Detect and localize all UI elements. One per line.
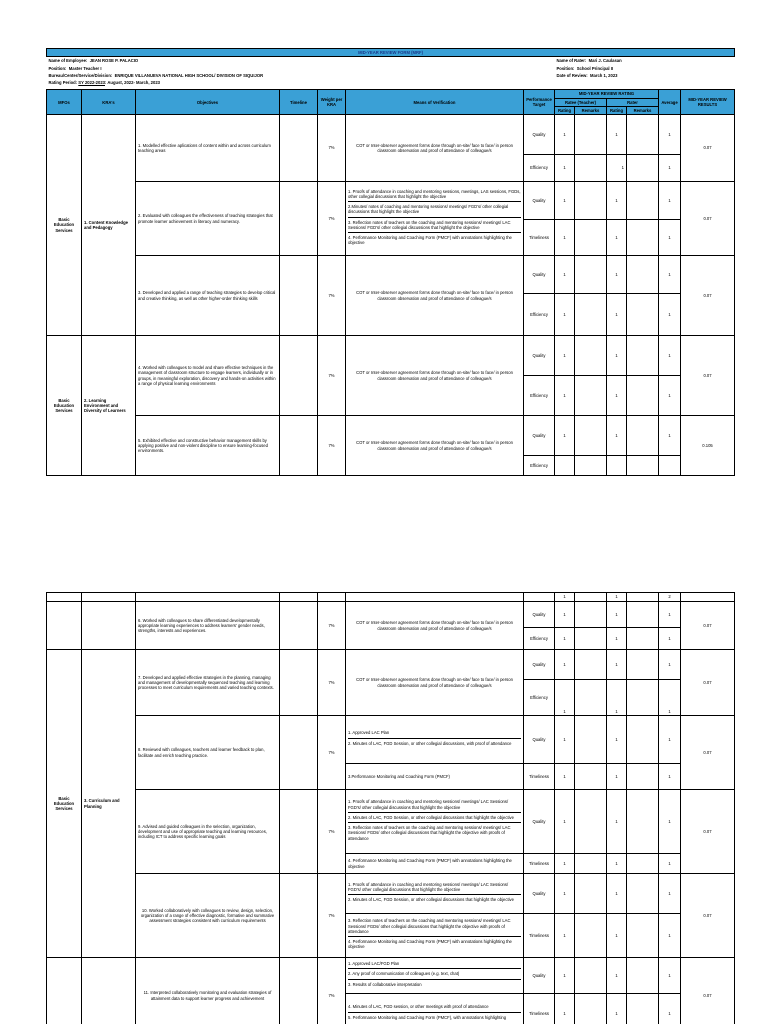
mov-cell: 4. Performance Monitoring and Coaching Form (PMCF) with annotations highlighting the objective xyxy=(346,854,524,874)
mfo-cell xyxy=(47,958,82,1024)
rater-rating: 1 xyxy=(607,155,627,182)
ratee-remarks xyxy=(575,256,607,294)
rater-remarks xyxy=(627,764,659,790)
ratee-remarks xyxy=(575,764,607,790)
average-cell: 1 xyxy=(659,602,681,628)
average-cell: 1 xyxy=(659,914,681,958)
rater-remarks xyxy=(627,628,659,650)
criteria-cell: Quality xyxy=(524,602,555,628)
header-rating: Rating xyxy=(555,106,575,114)
rater-rating: 1 xyxy=(607,914,627,958)
ratee-rating: 1 xyxy=(555,914,575,958)
timeline-cell xyxy=(280,256,318,336)
criteria-cell: Quality xyxy=(524,115,555,155)
mov-cell: 1. Proofs of attendance in coaching and mentoring sessions/ meetings/ LAC Sessions/ FGD's/ other collegial discussions that highlight the objective 2. Minutes of LAC, FGD Session, or other collegial discussions that highlight the objective 3. Reflection notes of teachers on the coaching and mentoring sessions/ meetings/ LAC Sessions/ FGDs/ other collegial discussions that highlight the objective with proofs of attendance xyxy=(346,790,524,854)
weight-cell: 7% xyxy=(318,650,346,716)
ratee-remarks xyxy=(575,416,607,456)
criteria-cell: Quality xyxy=(524,182,555,220)
ratee-remarks xyxy=(575,182,607,220)
employee-name: Name of Employee: JEAN ROSE P. PALACIO xyxy=(48,58,139,64)
ratee-rating: 1 xyxy=(555,994,575,1024)
average-cell: 1 xyxy=(659,628,681,650)
ratee-rating: 1 xyxy=(555,294,575,336)
timeline-cell xyxy=(280,336,318,416)
weight-cell: 7% xyxy=(318,182,346,256)
timeline-cell xyxy=(280,182,318,256)
rater-rating: 1 xyxy=(607,376,627,416)
mov-cell: 1. Proofs of attendance in coaching and mentoring sessions/ meetings/ LAC Sessions/ FGD's/ other collegial discussions that highlight the objective 2. Minutes of LAC, FGD Session, or other collegial discussions that highlight the objective xyxy=(346,874,524,914)
timeline-cell xyxy=(280,650,318,716)
rater-rating: 1 xyxy=(607,628,627,650)
mfo-cell xyxy=(47,602,82,650)
header-timeline: Timeline xyxy=(280,90,318,115)
rater-remarks xyxy=(627,680,659,716)
header-rating: Rating xyxy=(607,106,627,114)
employee-bureau: Bureau/Center/Service/Division: ENRIQUE VILLANUEVA NATIONAL HIGH SCHOOL/ DIVISION OF SIQUIJOR xyxy=(48,72,264,78)
result-cell: 0.07 xyxy=(681,182,735,256)
rater-remarks xyxy=(627,220,659,256)
ratee-remarks xyxy=(575,115,607,155)
rater-remarks xyxy=(627,854,659,874)
objective-cell: 8. Reviewed with colleagues, teachers and learner feedback to plan, facilitate and enrich teaching practice. xyxy=(136,716,280,790)
result-cell: 0.07 xyxy=(681,650,735,716)
average-cell: 1 xyxy=(659,790,681,854)
rater-rating: 1 xyxy=(607,874,627,914)
ratee-remarks xyxy=(575,376,607,416)
ratee-remarks xyxy=(575,602,607,628)
average-cell: 1 xyxy=(659,650,681,680)
rater-rating: 1 xyxy=(607,680,627,716)
rater-name: Name of Rater: Mari J. Caulasan xyxy=(556,58,622,64)
rater-rating: 1 xyxy=(607,650,627,680)
average-cell: 1 xyxy=(659,416,681,456)
ratee-remarks xyxy=(575,994,607,1024)
average-cell: 2 xyxy=(659,593,681,602)
ratee-rating: 1 xyxy=(555,416,575,456)
ratee-rating: 1 xyxy=(555,716,575,764)
rater-rating: 1 xyxy=(607,602,627,628)
ratee-rating xyxy=(555,456,575,476)
ratee-remarks xyxy=(575,650,607,680)
ratee-remarks xyxy=(575,854,607,874)
timeline-cell xyxy=(280,790,318,874)
ratee-rating: 1 xyxy=(555,628,575,650)
criteria-cell: Timeliness xyxy=(524,914,555,958)
criteria-cell xyxy=(524,593,555,602)
timeline-cell xyxy=(280,602,318,650)
ratee-remarks xyxy=(575,220,607,256)
kra-cell: 1. Content Knowledge and Pedagogy xyxy=(82,115,136,336)
criteria-cell: Efficiency xyxy=(524,456,555,476)
ratee-rating: 1 xyxy=(555,155,575,182)
rating-period: Rating Period: SY 2022-2023: August, 2022- March, 2023 xyxy=(48,80,160,85)
objective-cell: 2. Evaluated with colleagues the effectiveness of teaching strategies that promote learner achievement in literacy and numeracy. xyxy=(136,182,280,256)
ratee-remarks xyxy=(575,593,607,602)
rater-remarks xyxy=(627,416,659,456)
ratee-rating: 1 xyxy=(555,874,575,914)
mov-cell: 1. Approved LAC Plan 2. Minutes of LAC, FGD Session, or other collegial discussions, with proof of attendance xyxy=(346,716,524,764)
criteria-cell: Quality xyxy=(524,958,555,994)
ratee-remarks xyxy=(575,294,607,336)
average-cell: 1 xyxy=(659,182,681,220)
mov-cell: COT or Inter-observer agreement forms done through on-site/ face to face/ in person classroom observation and proof of attendance of colleague/s xyxy=(346,602,524,650)
ratee-rating: 1 xyxy=(555,220,575,256)
average-cell: 1 xyxy=(659,994,681,1024)
mfo-cell xyxy=(47,593,82,602)
weight-cell: 7% xyxy=(318,602,346,650)
result-cell: 0.07 xyxy=(681,874,735,958)
header-remarks: Remarks xyxy=(627,106,659,114)
average-cell: 1 xyxy=(659,854,681,874)
rater-rating: 1 xyxy=(607,336,627,376)
weight-cell: 7% xyxy=(318,256,346,336)
timeline-cell xyxy=(280,958,318,1024)
weight-cell: 7% xyxy=(318,958,346,1024)
ratee-rating: 1 xyxy=(555,376,575,416)
ratee-remarks xyxy=(575,914,607,958)
ratee-remarks xyxy=(575,336,607,376)
objective-cell: 4. Worked with colleagues to model and share effective techniques in the management of classroom structure to engage learners, individually or in groups, in meaningful exploration, discovery and hands-on activities within a range of physical learning environments xyxy=(136,336,280,416)
rater-rating: 1 xyxy=(607,958,627,994)
ratee-remarks xyxy=(575,958,607,994)
ratee-rating: 1 xyxy=(555,854,575,874)
timeline-cell xyxy=(280,593,318,602)
rater-remarks xyxy=(627,294,659,336)
header-mfos: MFOs xyxy=(47,90,82,115)
objective-cell: 7. Developed and applied effective strategies in the planning, managing and management of developmentally sequenced teaching and learning processes to meet curriculum requirements and varied teaching contexts. xyxy=(136,650,280,716)
rater-remarks xyxy=(627,874,659,914)
mrf-table-page-2 xyxy=(46,592,735,1024)
criteria-cell: Quality xyxy=(524,650,555,680)
mov-cell: COT or Inter-observer agreement forms done through on-site/ face to face/ in person classroom observation and proof of attendance of colleague/s xyxy=(346,336,524,416)
rater-remarks xyxy=(627,650,659,680)
rater-remarks xyxy=(627,790,659,854)
average-cell: 1 xyxy=(659,256,681,294)
rater-remarks xyxy=(627,914,659,958)
objective-cell xyxy=(136,593,280,602)
mov-cell: COT or Inter-observer agreement forms done through on-site/ face to face/ in person classroom observation and proof of attendance of colleague/s xyxy=(346,115,524,182)
ratee-rating: 1 xyxy=(555,336,575,376)
rater-remarks xyxy=(627,115,659,155)
rater-remarks xyxy=(627,336,659,376)
rater-rating: 1 xyxy=(607,854,627,874)
mfo-cell: Basic Education Services xyxy=(47,115,82,336)
average-cell: 1 xyxy=(659,680,681,716)
average-cell: 1 xyxy=(659,294,681,336)
criteria-cell: Efficiency xyxy=(524,294,555,336)
objective-cell: 11. Interpreted collaboratively monitoring and evaluation strategies of attainment data to support learner progress and achievement xyxy=(136,958,280,1024)
page-1 xyxy=(0,0,768,500)
criteria-cell: Efficiency xyxy=(524,376,555,416)
rater-rating: 1 xyxy=(607,294,627,336)
header-target: Performance Target xyxy=(524,90,555,115)
mov-cell xyxy=(346,593,524,602)
weight-cell: 7% xyxy=(318,336,346,416)
kra-cell xyxy=(82,602,136,650)
objective-cell: 3. Developed and applied a range of teaching strategies to develop critical and creative thinking, as well as other higher-order thinking skills xyxy=(136,256,280,336)
objective-cell: 1. Modelled effective aplications of content within and across curriculum teaching areas xyxy=(136,115,280,182)
rater-remarks xyxy=(627,994,659,1024)
ratee-rating: 1 xyxy=(555,115,575,155)
result-cell: 0.07 xyxy=(681,790,735,874)
rater-rating: 1 xyxy=(607,115,627,155)
mov-cell: 1. Proofs of attendance in coaching and mentoring sessions, meetings, LAS sessions, FGDs, other collegial discussions that highlight the objective 2.Minutes/ notes of coaching and mentoring sessions/ meetings/ FGD's/ other collegial discussions that highlight the objective 3. Reflection notes of teachers on the coaching and mentoring sessions/ meetings/ LAC Sessions/ FGD's/ other collegial discussions that highlight the objective 4. Performance Monitoring and Coaching Form (PMCF) with annotations highlighting the objective xyxy=(346,182,524,256)
rater-rating xyxy=(607,456,627,476)
timeline-cell xyxy=(280,716,318,790)
result-cell: 0.07 xyxy=(681,336,735,416)
ratee-rating: 1 xyxy=(555,650,575,680)
ratee-rating: 1 xyxy=(555,764,575,790)
criteria-cell: Timeliness xyxy=(524,220,555,256)
rater-rating: 1 xyxy=(607,994,627,1024)
mrf-table-page-1 xyxy=(46,48,735,476)
rater-remarks xyxy=(627,376,659,416)
rater-rating: 1 xyxy=(607,764,627,790)
ratee-remarks xyxy=(575,790,607,854)
weight-cell: 7% xyxy=(318,790,346,874)
average-cell: 1 xyxy=(659,155,681,182)
mov-cell: 3. Reflection notes of teachers on the coaching and mentoring sessions/ meetings/ LAC Sessions/ FGDs/ other collegial discussions that highlight the objective with proofs of attendance 4. Performance Monitoring and Coaching Form (PMCF) with annotations highlighting the objective xyxy=(346,914,524,958)
ratee-rating: 1 xyxy=(555,256,575,294)
objective-cell: 6. Worked with colleagues to share differentiated developmentally appropriate learning experiences to address learners' gender needs, strengths, interests and experiences. xyxy=(136,602,280,650)
average-cell: 1 xyxy=(659,376,681,416)
ratee-rating: 1 xyxy=(555,182,575,220)
criteria-cell: Timeliness xyxy=(524,854,555,874)
average-cell xyxy=(659,456,681,476)
result-cell: 0.07 xyxy=(681,256,735,336)
ratee-remarks xyxy=(575,456,607,476)
average-cell: 1 xyxy=(659,958,681,994)
rater-remarks xyxy=(627,256,659,294)
criteria-cell: Efficiency xyxy=(524,628,555,650)
header-average: Average xyxy=(659,90,681,115)
header-kras: KRA's xyxy=(82,90,136,115)
kra-cell xyxy=(82,593,136,602)
criteria-cell: Quality xyxy=(524,256,555,294)
mfo-cell: Basic Education Services xyxy=(47,650,82,958)
ratee-remarks xyxy=(575,155,607,182)
weight-cell: 7% xyxy=(318,115,346,182)
weight-cell: 7% xyxy=(318,874,346,958)
header-objectives: Objectives xyxy=(136,90,280,115)
kra-cell: 3. Curriculum and Planning xyxy=(82,650,136,958)
timeline-cell xyxy=(280,874,318,958)
rater-rating: 1 xyxy=(607,416,627,456)
mov-cell: COT or Inter-observer agreement forms done through on-site/ face to face/ in person classroom observation and proof of attendance of colleague/s xyxy=(346,416,524,476)
mov-cell: 3.Performance Monitoring and Coaching Form (PMCF) xyxy=(346,764,524,790)
weight-cell xyxy=(318,593,346,602)
weight-cell: 7% xyxy=(318,416,346,476)
ratee-remarks xyxy=(575,716,607,764)
rater-rating: 1 xyxy=(607,593,627,602)
mfo-cell: Basic Education Services xyxy=(47,336,82,476)
timeline-cell xyxy=(280,115,318,182)
result-cell: 0.07 xyxy=(681,115,735,182)
mov-cell: COT or Inter-observer agreement forms done through on-site/ face to face/ in person classroom observation and proof of attendance of colleague/s xyxy=(346,256,524,336)
criteria-cell: Quality xyxy=(524,336,555,376)
rater-remarks xyxy=(627,593,659,602)
review-date: Date of Review: March 1, 2023 xyxy=(556,72,618,78)
rater-remarks xyxy=(627,182,659,220)
rater-remarks xyxy=(627,456,659,476)
header-ratee: Ratee (Teacher) xyxy=(555,98,607,106)
rater-position: Position: School Principal II xyxy=(556,65,614,71)
timeline-cell xyxy=(280,416,318,476)
ratee-rating: 1 xyxy=(555,790,575,854)
rater-remarks xyxy=(627,958,659,994)
rater-remarks xyxy=(627,155,659,182)
ratee-rating: 1 xyxy=(555,958,575,994)
average-cell: 1 xyxy=(659,716,681,764)
criteria-cell: Timeliness xyxy=(524,994,555,1024)
ratee-rating: 1 xyxy=(555,593,575,602)
page-2 xyxy=(0,590,768,1024)
criteria-cell: Quality xyxy=(524,874,555,914)
mov-cell: COT or Inter-observer agreement forms done through on-site/ face to face/ in person classroom observation and proof of attendance of colleague/s xyxy=(346,650,524,716)
criteria-cell: Quality xyxy=(524,716,555,764)
criteria-cell: Quality xyxy=(524,790,555,854)
header-weight: Weight per KRA xyxy=(318,90,346,115)
result-cell: 0.07 xyxy=(681,716,735,790)
mov-cell: 1. Approved LAC/FGD Plan 2. Any proof of communication of colleagues (e.g. text, chat) 3. Results of collaborative interpretation xyxy=(346,958,524,994)
rater-rating: 1 xyxy=(607,256,627,294)
criteria-cell: Timeliness xyxy=(524,764,555,790)
criteria-cell: Efficiency xyxy=(524,680,555,716)
ratee-rating: 1 xyxy=(555,602,575,628)
rater-rating: 1 xyxy=(607,716,627,764)
average-cell: 1 xyxy=(659,220,681,256)
kra-cell: 2. Learning Environment and Diversity of Learners xyxy=(82,336,136,476)
result-cell xyxy=(681,593,735,602)
rater-rating: 1 xyxy=(607,182,627,220)
mov-cell: 4. Minutes of LAC, FGD session, or other meetings with proof of attendance 5. Performance Monitoring and Coaching Form (PMCF), with annotations highlighting xyxy=(346,994,524,1024)
header-mov: Means of Verification xyxy=(346,90,524,115)
rater-rating: 1 xyxy=(607,790,627,854)
ratee-rating: 1 xyxy=(555,680,575,716)
objective-cell: 10. Worked collaboratively with colleagues to review, design, selection, organization of a range of effective diagnostic, formative and summative assessment strategies consistent with curriculum requirements xyxy=(136,874,280,958)
header-remarks: Remarks xyxy=(575,106,607,114)
header-mid-year: MID-YEAR REVIEW RATING xyxy=(555,90,659,98)
rater-remarks xyxy=(627,716,659,764)
ratee-remarks xyxy=(575,628,607,650)
average-cell: 1 xyxy=(659,764,681,790)
criteria-cell: Quality xyxy=(524,416,555,456)
form-title: MID-YEAR REVIEW FORM (MRF) xyxy=(47,49,735,57)
result-cell: 0.105 xyxy=(681,416,735,476)
average-cell: 1 xyxy=(659,336,681,376)
average-cell: 1 xyxy=(659,115,681,155)
average-cell: 1 xyxy=(659,874,681,914)
result-cell: 0.07 xyxy=(681,602,735,650)
criteria-cell: Efficiency xyxy=(524,155,555,182)
employee-position: Position: Master Teacher I xyxy=(48,65,102,71)
rater-rating: 1 xyxy=(607,220,627,256)
ratee-remarks xyxy=(575,874,607,914)
header-rater: Rater xyxy=(607,98,659,106)
rater-remarks xyxy=(627,602,659,628)
objective-cell: 9. Advised and guided colleagues in the selection, organization, development and use of appropriate teaching and learning resources, including ICT to address specific learning goals xyxy=(136,790,280,874)
kra-cell xyxy=(82,958,136,1024)
objective-cell: 5. Exhibited effective and constructive behavior management skills by applying positive and non-violent discipline to ensure learning-focused environments. xyxy=(136,416,280,476)
ratee-remarks xyxy=(575,680,607,716)
result-cell: 0.07 xyxy=(681,958,735,1024)
weight-cell: 7% xyxy=(318,716,346,790)
header-results: MID-YEAR REVIEW RESULTS xyxy=(681,90,735,115)
